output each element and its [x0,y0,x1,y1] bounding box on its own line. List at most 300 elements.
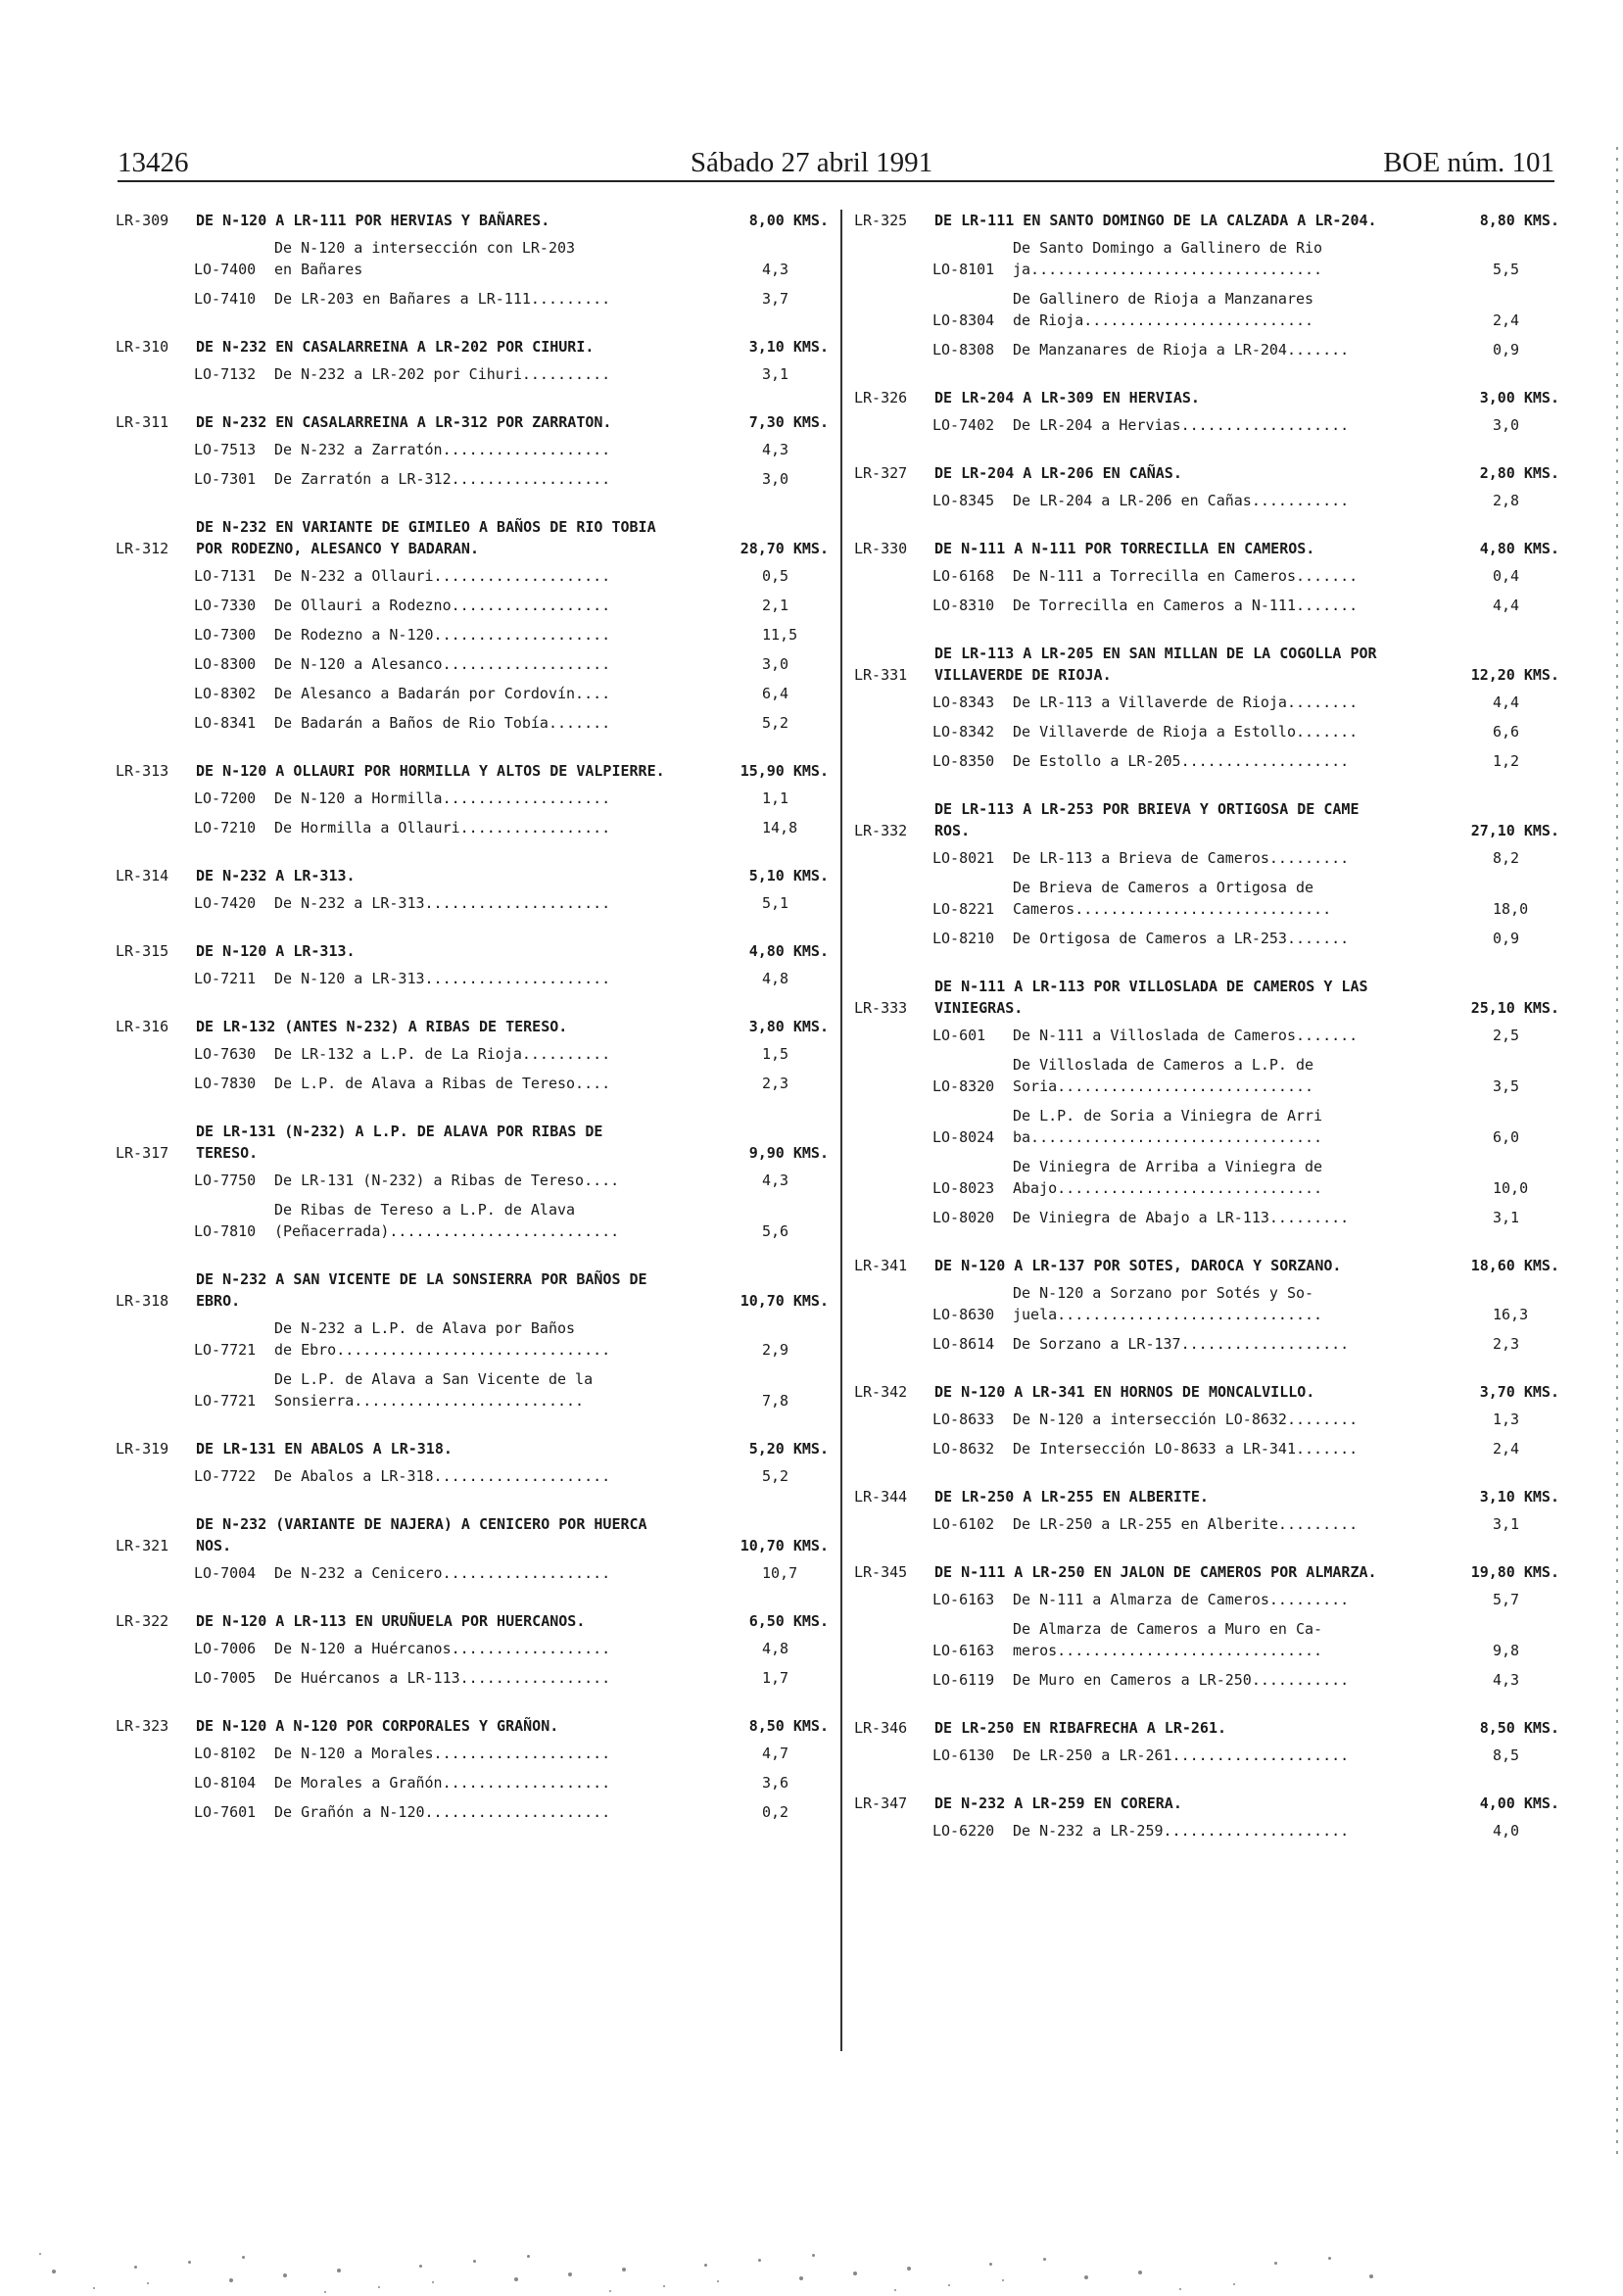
road-title: DE N-120 A OLLAURI POR HORMILLA Y ALTOS DE VALPIERRE. [196,762,665,780]
segment-description: De Ortigosa de Cameros a LR-253....... [1013,930,1350,947]
scan-speck [378,2286,380,2288]
road-title: DE LR-132 (ANTES N-232) A RIBAS DE TERESO. [196,1018,568,1035]
segment-description: De Manzanares de Rioja a LR-204....... [1013,341,1350,359]
segment-code: LO-7410 [194,290,257,308]
segment-code: LO-7330 [194,597,257,614]
segment-km: 2,4 [1493,311,1520,329]
segment-row [932,1156,1559,1199]
scan-speck [894,2289,896,2291]
segment-km: 2,3 [1493,1335,1520,1353]
road-entry [116,336,829,385]
segment-code: LO-7131 [194,567,257,585]
segment-code: LO-8614 [932,1335,995,1353]
road-entry [116,760,829,838]
segment-description: De Ollauri a Rodezno.................. [274,597,611,614]
road-title: DE N-120 A LR-137 POR SOTES, DAROCA Y SORZANO. [934,1257,1342,1274]
segment-row [932,1669,1559,1691]
segment-description: De LR-204 a LR-206 en Cañas........... [1013,492,1350,509]
segment-code: LO-7301 [194,470,257,488]
segment-km: 5,6 [762,1222,789,1240]
road-title: DE N-120 A N-120 POR CORPORALES Y GRAÑON. [196,1717,559,1735]
segment-code: LO-8210 [932,930,995,947]
road-code: LR-332 [854,822,908,839]
segment-km: 0,4 [1493,567,1520,585]
scan-speck [527,2255,530,2258]
road-code: LR-317 [116,1144,169,1162]
segment-description: De N-120 a intersección LO-8632........ [1013,1411,1359,1428]
segment-description: De Ribas de Tereso a L.P. de Alava (Peñacerrada).......................... [274,1201,620,1240]
scan-speck [758,2259,761,2262]
segment-row [932,1513,1559,1535]
road-distance: 10,70 KMS. [740,1292,829,1310]
road-distance: 8,80 KMS. [1479,212,1559,229]
segment-description: De Muro en Cameros a LR-250........... [1013,1671,1350,1689]
road-header [854,1255,1559,1276]
road-header [116,516,829,559]
segment-row [194,1743,829,1764]
segment-code: LO-7210 [194,819,257,837]
segment-code: LO-7400 [194,261,257,278]
segment-row [932,1207,1559,1228]
road-title: DE LR-204 A LR-206 EN CAÑAS. [934,464,1182,482]
road-entry [854,1561,1559,1691]
segment-row [194,1199,829,1242]
segment-km: 6,0 [1493,1128,1520,1146]
segment-description: De L.P. de Alava a San Vicente de la Sonsierra.......................... [274,1370,594,1410]
scan-speck [1369,2274,1373,2278]
scan-speck [419,2265,422,2268]
road-code: LR-311 [116,413,169,431]
road-header [854,462,1559,484]
road-entry [854,387,1559,436]
road-code: LR-326 [854,389,908,407]
road-title: DE N-232 (VARIANTE DE NAJERA) A CENICERO POR HUERCA NOS. [196,1515,647,1555]
segment-code: LO-7513 [194,441,257,458]
road-distance: 6,50 KMS. [748,1612,829,1630]
segment-code: LO-6163 [932,1591,995,1608]
segment-km: 2,9 [762,1341,789,1359]
segment-km: 4,3 [762,441,789,458]
road-header [116,210,829,231]
scan-speck [989,2263,992,2266]
segment-km: 4,0 [1493,1822,1520,1840]
segment-km: 0,5 [762,567,789,585]
segment-description: De Viniegra de Arriba a Viniegra de Abajo.............................. [1013,1158,1323,1197]
segment-row [932,1025,1559,1046]
road-title: DE N-232 EN VARIANTE DE GIMILEO A BAÑOS DE RIO TOBIA POR RODEZNO, ALESANCO Y BADARAN. [196,518,656,557]
road-distance: 3,10 KMS. [748,338,829,356]
segment-description: De Zarratón a LR-312.................. [274,470,611,488]
segment-km: 10,0 [1493,1179,1529,1197]
segment-code: LO-8101 [932,261,995,278]
segment-row [194,468,829,490]
scan-speck [93,2287,95,2289]
road-header [854,1717,1559,1739]
segment-code: LO-601 [932,1027,986,1044]
road-distance: 18,60 KMS. [1470,1257,1559,1274]
road-title: DE LR-113 A LR-205 EN SAN MILLAN DE LA COGOLLA POR VILLAVERDE DE RIOJA. [934,645,1377,684]
segment-code: LO-7402 [932,416,995,434]
road-distance: 10,70 KMS. [740,1537,829,1555]
segment-description: De Villaverde de Rioja a Estollo....... [1013,723,1359,741]
scan-speck [134,2266,137,2269]
scan-speck [1233,2283,1235,2285]
segment-km: 1,7 [762,1669,789,1687]
segment-description: De Sorzano a LR-137................... [1013,1335,1350,1353]
segment-description: De LR-113 a Brieva de Cameros......... [1013,849,1350,867]
road-distance: 25,10 KMS. [1470,999,1559,1017]
scan-speck [948,2284,950,2286]
segment-km: 0,9 [1493,930,1520,947]
road-header [854,976,1559,1019]
road-code: LR-315 [116,942,169,960]
road-distance: 4,00 KMS. [1479,1794,1559,1812]
segment-row [932,1438,1559,1459]
segment-km: 3,1 [1493,1515,1520,1533]
segment-km: 5,1 [762,894,789,912]
road-entry [116,1610,829,1689]
segment-row [932,237,1559,280]
road-header [116,1715,829,1737]
road-entry [116,1513,829,1584]
road-header [116,1016,829,1037]
segment-row [194,595,829,616]
segment-code: LO-8221 [932,900,995,918]
road-code: LR-319 [116,1440,169,1458]
road-distance: 3,10 KMS. [1479,1488,1559,1506]
road-code: LR-323 [116,1717,169,1735]
road-entry [854,1717,1559,1766]
segment-row [932,1618,1559,1661]
segment-description: De Alesanco a Badarán por Cordovín.... [274,685,611,702]
segment-code: LO-8350 [932,752,995,770]
road-distance: 4,80 KMS. [1479,540,1559,557]
road-header [854,1561,1559,1583]
segment-code: LO-8102 [194,1745,257,1762]
road-distance: 15,90 KMS. [740,762,829,780]
segment-row [194,624,829,646]
road-distance: 3,80 KMS. [748,1018,829,1035]
segment-row [194,1043,829,1065]
segment-km: 4,3 [762,261,789,278]
scan-speck [853,2272,857,2275]
road-code: LR-314 [116,867,169,885]
segment-km: 3,6 [762,1774,789,1792]
scan-speck [337,2269,341,2272]
page-number: 13426 [118,147,189,178]
road-entry [116,411,829,490]
road-distance: 12,20 KMS. [1470,666,1559,684]
segment-row [194,1801,829,1823]
road-entry [116,1715,829,1823]
road-distance: 5,20 KMS. [748,1440,829,1458]
segment-row [932,339,1559,360]
segment-description: De LR-204 a Hervias................... [1013,416,1350,434]
segment-row [194,1170,829,1191]
segment-row [932,750,1559,772]
segment-km: 6,6 [1493,723,1520,741]
segment-code: LO-8308 [932,341,995,359]
road-code: LR-310 [116,338,169,356]
scan-speck [799,2276,803,2280]
road-code: LR-321 [116,1537,169,1555]
segment-code: LO-8304 [932,311,995,329]
segment-km: 2,4 [1493,1440,1520,1458]
scan-speck [242,2256,245,2259]
road-code: LR-312 [116,540,169,557]
segment-km: 9,8 [1493,1642,1520,1659]
segment-code: LO-7722 [194,1467,257,1485]
road-code: LR-327 [854,464,908,482]
road-title: DE LR-113 A LR-253 POR BRIEVA Y ORTIGOSA DE CAME ROS. [934,800,1360,839]
road-distance: 5,10 KMS. [748,867,829,885]
segment-code: LO-8633 [932,1411,995,1428]
scan-speck [717,2280,719,2282]
road-distance: 3,00 KMS. [1479,389,1559,407]
road-title: DE N-232 EN CASALARREINA A LR-202 POR CIHURI. [196,338,595,356]
segment-km: 11,5 [762,626,798,644]
segment-description: De Viniegra de Abajo a LR-113......... [1013,1209,1350,1226]
segment-code: LO-8024 [932,1128,995,1146]
scan-speck [704,2264,707,2267]
segment-km: 4,7 [762,1745,789,1762]
segment-code: LO-6130 [932,1746,995,1764]
segment-km: 14,8 [762,819,798,837]
road-title: DE LR-250 A LR-255 EN ALBERITE. [934,1488,1209,1506]
segment-code: LO-7300 [194,626,257,644]
segment-code: LO-8023 [932,1179,995,1197]
segment-row [932,490,1559,511]
road-code: LR-347 [854,1794,908,1812]
scan-speck [568,2272,572,2276]
scan-speck [1002,2279,1004,2281]
road-entry [854,462,1559,511]
road-code: LR-331 [854,666,908,684]
segment-row [932,1105,1559,1148]
segment-description: De N-232 a Zarratón................... [274,441,611,458]
segment-code: LO-7006 [194,1640,257,1657]
segment-row [932,565,1559,587]
segment-code: LO-7750 [194,1172,257,1189]
segment-description: De L.P. de Alava a Ribas de Tereso.... [274,1075,611,1092]
segment-description: De N-120 a intersección con LR-203 en Bañares [274,239,576,278]
segment-km: 5,2 [762,714,789,732]
road-title: DE N-232 A LR-259 EN CORERA. [934,1794,1182,1812]
segment-km: 8,2 [1493,849,1520,867]
segment-code: LO-7200 [194,789,257,807]
road-entry [854,1381,1559,1459]
segment-code: LO-6119 [932,1671,995,1689]
segment-km: 1,5 [762,1045,789,1063]
segment-description: De Gallinero de Rioja a Manzanares de Rioja.......................... [1013,290,1314,329]
segment-km: 6,4 [762,685,789,702]
segment-row [194,363,829,385]
road-title: DE N-111 A LR-250 EN JALON DE CAMEROS POR ALMARZA. [934,1563,1377,1581]
segment-row [194,288,829,310]
segment-description: De Hormilla a Ollauri................. [274,819,611,837]
road-title: DE N-232 EN CASALARREINA A LR-312 POR ZARRATON. [196,413,612,431]
road-code: LR-330 [854,540,908,557]
segment-description: De N-232 a LR-259..................... [1013,1822,1350,1840]
segment-code: LO-7601 [194,1803,257,1821]
road-entry [116,865,829,914]
scan-speck [1138,2271,1142,2274]
segment-row [932,414,1559,436]
road-entry [116,1121,829,1242]
segment-row [194,565,829,587]
segment-km: 3,0 [1493,416,1520,434]
segment-code: LO-7005 [194,1669,257,1687]
scan-speck [39,2253,41,2255]
segment-km: 2,5 [1493,1027,1520,1044]
segment-row [194,1465,829,1487]
road-title: DE N-120 A LR-113 EN URUÑUELA POR HUERCANOS. [196,1612,586,1630]
road-header [854,210,1559,231]
road-header [116,760,829,782]
segment-km: 3,1 [762,365,789,383]
segment-code: LO-7630 [194,1045,257,1063]
segment-code: LO-6102 [932,1515,995,1533]
road-header [854,798,1559,841]
road-title: DE LR-250 EN RIBAFRECHA A LR-261. [934,1719,1227,1737]
segment-description: De LR-113 a Villaverde de Rioja........ [1013,694,1359,711]
scan-speck [188,2261,191,2264]
segment-description: De Abalos a LR-318.................... [274,1467,611,1485]
segment-row [932,692,1559,713]
segment-km: 2,8 [1493,492,1520,509]
road-header [116,1438,829,1459]
segment-description: De N-120 a Alesanco................... [274,655,611,673]
road-code: LR-341 [854,1257,908,1274]
road-title: DE N-111 A N-111 POR TORRECILLA EN CAMEROS. [934,540,1315,557]
road-distance: 8,50 KMS. [1479,1719,1559,1737]
segment-description: De N-120 a Sorzano por Sotés y So- juela.............................. [1013,1284,1323,1323]
segment-code: LO-6220 [932,1822,995,1840]
segment-description: De Badarán a Baños de Rio Tobía....... [274,714,611,732]
road-code: LR-318 [116,1292,169,1310]
road-header [854,643,1559,686]
segment-code: LO-7211 [194,970,257,987]
segment-km: 16,3 [1493,1306,1529,1323]
segment-description: De N-111 a Almarza de Cameros......... [1013,1591,1350,1608]
road-entry [854,1793,1559,1842]
segment-description: De N-232 a Ollauri.................... [274,567,611,585]
column-divider [840,210,842,2051]
segment-row [932,1589,1559,1610]
road-entry [854,643,1559,772]
segment-row [932,721,1559,742]
road-title: DE LR-131 (N-232) A L.P. DE ALAVA POR RIBAS DE TERESO. [196,1123,603,1162]
segment-row [194,439,829,460]
road-distance: 4,80 KMS. [748,942,829,960]
segment-row [194,712,829,734]
segment-km: 8,5 [1493,1746,1520,1764]
road-header [854,538,1559,559]
segment-code: LO-7721 [194,1341,257,1359]
segment-row [932,1820,1559,1842]
scan-speck [52,2270,56,2273]
scan-edge-noise [1616,147,1618,2155]
road-entry [854,538,1559,616]
segment-description: De Santo Domingo a Gallinero de Rio ja................................. [1013,239,1323,278]
segment-km: 0,9 [1493,341,1520,359]
segment-code: LO-8342 [932,723,995,741]
issue-date: Sábado 27 abril 1991 [690,147,933,178]
road-title: DE LR-111 EN SANTO DOMINGO DE LA CALZADA A LR-204. [934,212,1377,229]
road-header [116,336,829,358]
scan-speck [229,2278,233,2282]
scan-speck [1084,2275,1088,2279]
segment-description: De Estollo a LR-205................... [1013,752,1350,770]
road-header [116,1268,829,1312]
road-code: LR-333 [854,999,908,1017]
segment-row [194,683,829,704]
road-code: LR-344 [854,1488,908,1506]
scan-speck [812,2254,815,2257]
segment-description: De N-232 a LR-313..................... [274,894,611,912]
road-header [854,1793,1559,1814]
segment-description: De LR-250 a LR-261.................... [1013,1746,1350,1764]
segment-row [194,237,829,280]
segment-row [194,788,829,809]
road-entry [116,1438,829,1487]
scan-speck [1274,2262,1277,2265]
segment-row [932,877,1559,920]
road-header [116,940,829,962]
segment-description: De LR-131 (N-232) a Ribas de Tereso.... [274,1172,620,1189]
segment-row [932,1409,1559,1430]
road-code: LR-322 [116,1612,169,1630]
segment-code: LO-8310 [932,597,995,614]
road-distance: 8,50 KMS. [748,1717,829,1735]
road-distance: 9,90 KMS. [748,1144,829,1162]
segment-description: De Brieva de Cameros a Ortigosa de Cameros............................. [1013,879,1332,918]
road-title: DE N-232 A SAN VICENTE DE LA SONSIERRA POR BAÑOS DE EBRO. [196,1270,647,1310]
segment-km: 5,7 [1493,1591,1520,1608]
segment-description: De Intersección LO-8633 a LR-341....... [1013,1440,1359,1458]
segment-row [194,968,829,989]
scan-speck [147,2282,149,2284]
segment-km: 3,0 [762,655,789,673]
segment-code: LO-6168 [932,567,995,585]
segment-code: LO-7830 [194,1075,257,1092]
segment-description: De LR-250 a LR-255 en Alberite......... [1013,1515,1359,1533]
road-entry [854,976,1559,1228]
segment-km: 10,7 [762,1564,798,1582]
road-header [854,1486,1559,1507]
segment-km: 4,8 [762,1640,789,1657]
road-header [116,1121,829,1164]
road-title: DE N-120 A LR-341 EN HORNOS DE MONCALVILLO. [934,1383,1315,1401]
scan-speck [283,2273,287,2277]
road-code: LR-313 [116,762,169,780]
segment-row [932,288,1559,331]
segment-row [194,1317,829,1361]
segment-code: LO-7420 [194,894,257,912]
segment-description: De Almarza de Cameros a Muro en Ca- meros.............................. [1013,1620,1323,1659]
road-title: DE N-120 A LR-111 POR HERVIAS Y BAÑARES. [196,212,550,229]
segment-km: 1,3 [1493,1411,1520,1428]
road-entry [116,210,829,310]
segment-km: 7,8 [762,1392,789,1410]
segment-description: De N-120 a Huércanos.................. [274,1640,611,1657]
road-distance: 19,80 KMS. [1470,1563,1559,1581]
road-header [854,1381,1559,1403]
road-header [116,411,829,433]
segment-code: LO-8343 [932,694,995,711]
segment-description: De Huércanos a LR-113................. [274,1669,611,1687]
segment-description: De N-111 a Torrecilla en Cameros....... [1013,567,1359,585]
